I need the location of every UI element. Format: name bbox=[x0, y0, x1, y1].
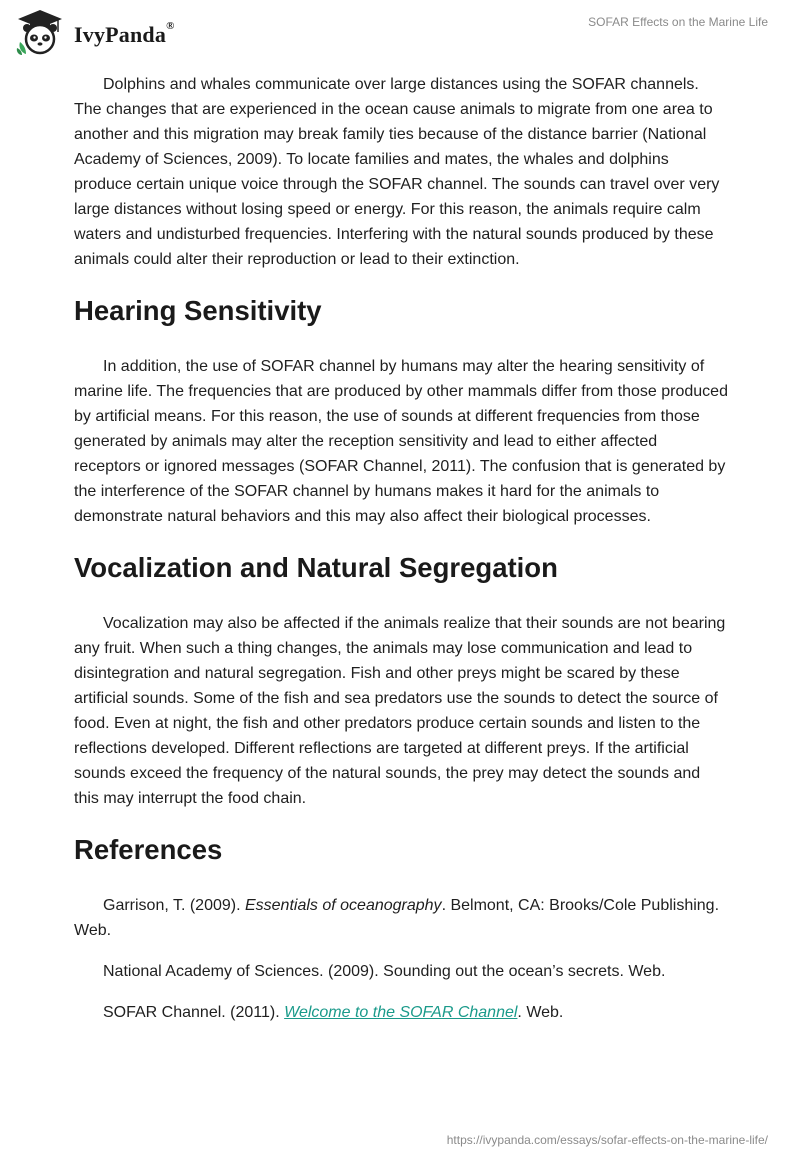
document-body bbox=[74, 72, 728, 1041]
footer-url[interactable]: https://ivypanda.com/essays/sofar-effects-on-the-marine-life/ bbox=[446, 1133, 768, 1147]
reference-item: National Academy of Sciences. (2009). Sounding out the ocean’s secrets. Web. bbox=[103, 963, 666, 980]
running-title: SOFAR Effects on the Marine Life bbox=[588, 15, 768, 29]
ivypanda-logo[interactable] bbox=[14, 8, 175, 56]
brand-name: IvyPanda® bbox=[74, 20, 175, 47]
hearing-sensitivity-paragraph: In addition, the use of SOFAR channel by humans may alter the hearing sensitivity of marine life. The frequencies that are produced by other mammals differ from those produced by artificial means. For this reason, the use of sounds at different frequencies from those generated by animals may alter the reception sensitivity and lead to either affected receptors or ignored messages (SOFAR Channel, 2011). The confusion that is generated by the interference of the SOFAR channel by humans makes it hard for the animals to demonstrate natural behaviors and this may also affect their biological processes. bbox=[74, 358, 728, 525]
reference-item: Garrison, T. (2009). Essentials of oceanography. Belmont, CA: Brooks/Cole Publishing. Web. bbox=[74, 897, 720, 939]
sofar-channel-link[interactable]: Welcome to the SOFAR Channel bbox=[284, 1004, 518, 1021]
panda-graduation-icon bbox=[14, 8, 66, 56]
section-heading-hearing-sensitivity: Hearing Sensitivity bbox=[74, 295, 322, 326]
page-header bbox=[0, 0, 800, 70]
references-heading: References bbox=[74, 834, 223, 865]
reference-item: SOFAR Channel. (2011). Welcome to the SOFAR Channel. Web. bbox=[103, 1004, 564, 1021]
intro-paragraph: Dolphins and whales communicate over large distances using the SOFAR channels. The changes that are experienced in the ocean cause animals to migrate from one area to another and this migration may break family ties because of the distance barrier (National Academy of Sciences, 2009). To locate families and mates, the whales and dolphins produce certain unique voice through the SOFAR channel. The sounds can travel over very large distances without losing speed or energy. For this reason, the animals require calm waters and undisturbed frequencies. Interfering with the natural sounds produced by these animals could alter their reproduction or lead to their extinction. bbox=[74, 76, 720, 268]
section-heading-vocalization: Vocalization and Natural Segregation bbox=[74, 552, 558, 583]
vocalization-paragraph: Vocalization may also be affected if the animals realize that their sounds are not bearing any fruit. When such a thing changes, the animals may lose communication and lead to disintegration and natural segregation. Fish and other preys might be scared by these artificial sounds. Some of the fish and sea predators use the sounds to detect the source of food. Even at night, the fish and other predators produce certain sounds and listen to the reflections developed. Different reflections are targeted at different preys. If the artificial sounds exceed the frequency of the natural sounds, the prey may detect the sounds and this may interrupt the food chain. bbox=[74, 615, 726, 807]
